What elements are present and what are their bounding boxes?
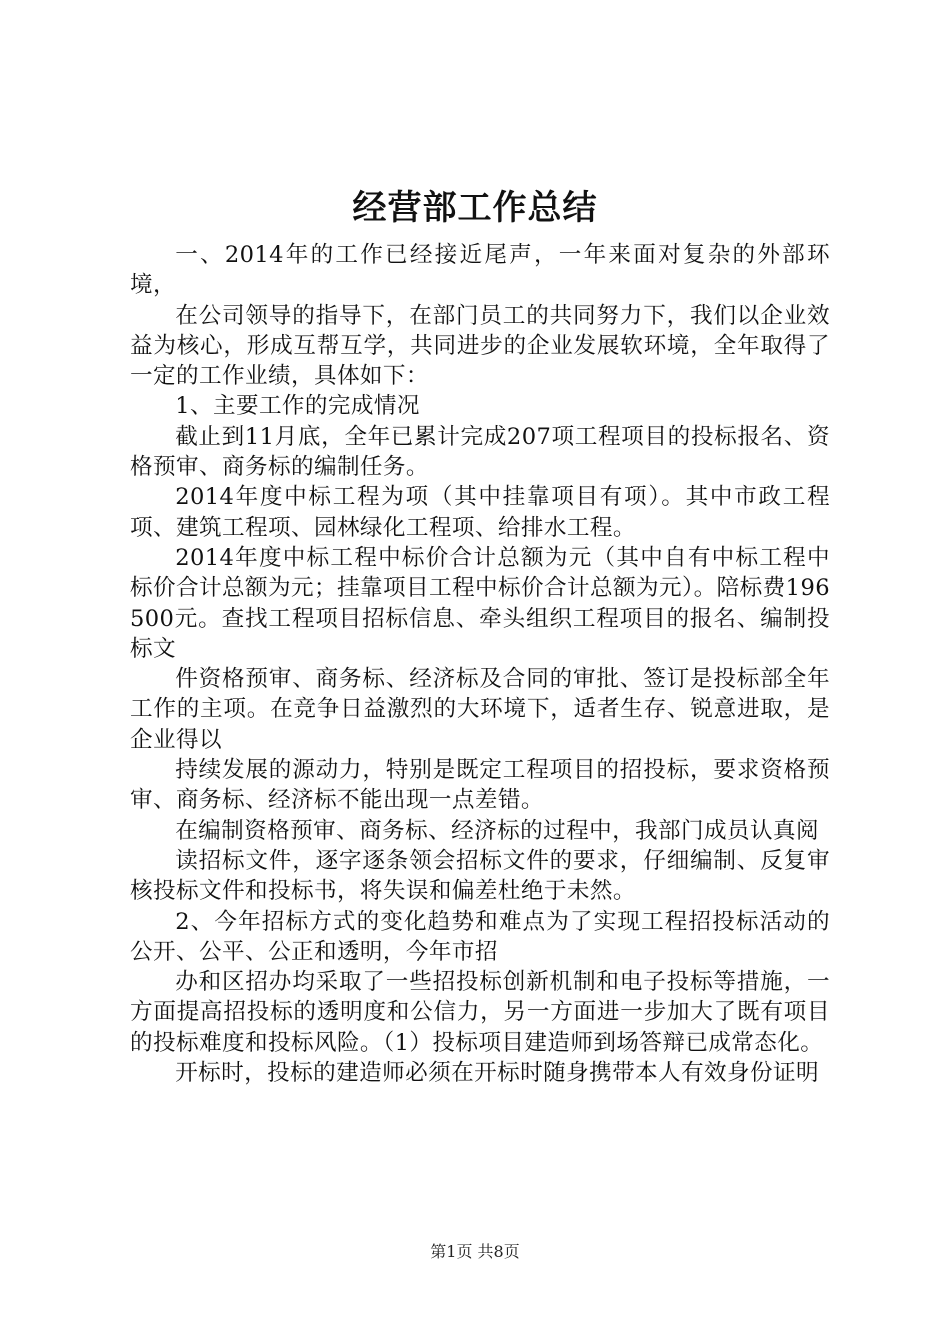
paragraph: 在公司领导的指导下，在部门员工的共同努力下，我们以企业效益为核心，形成互帮互学，共同进步的企业发展软环境，全年取得了一定的工作业绩，具体如下： (130, 302, 830, 390)
paragraph: 2014年度中标工程中标价合计总额为元（其中自有中标工程中标价合计总额为元；挂靠项目工程中标价合计总额为元）。陪标费196500元。查找工程项目招标信息、牵头组织工程项目的报名、编制投标文 (130, 544, 830, 662)
paragraph: 截止到11月底，全年已累计完成207项工程项目的投标报名、资格预审、商务标的编制任务。 (130, 423, 830, 481)
paragraph: 持续发展的源动力，特别是既定工程项目的招投标，要求资格预审、商务标、经济标不能出现一点差错。 (130, 757, 830, 814)
paragraph: 2、今年招标方式的变化趋势和难点为了实现工程招投标活动的公开、公平、公正和透明，今年市招 (130, 908, 830, 965)
paragraph: 开标时，投标的建造师必须在开标时随身携带本人有效身份证明 (175, 1060, 820, 1087)
document-body (130, 240, 830, 1088)
document-title: 经营部工作总结 (352, 188, 598, 228)
paragraph: 办和区招办均采取了一些招投标创新机制和电子投标等措施，一方面提高招投标的透明度和公信力，另一方面进一步加大了既有项目的投标难度和投标风险。（1）投标项目建造师到场答辩已成常态化。 (130, 969, 830, 1056)
paragraph: 2014年度中标工程为项（其中挂靠项目有项）。其中市政工程项、建筑工程项、园林绿化工程项、给排水工程。 (130, 484, 830, 541)
paragraph: 读招标文件，逐字逐条领会招标文件的要求，仔细编制、反复审核投标文件和投标书，将失误和偏差杜绝于未然。 (130, 847, 830, 905)
paragraph: 件资格预审、商务标、经济标及合同的审批、签订是投标部全年工作的主项。在竞争日益激烈的大环境下，适者生存、锐意进取，是企业得以 (130, 666, 830, 753)
paragraph: 一、2014年的工作已经接近尾声，一年来面对复杂的外部环境， (130, 242, 830, 299)
paragraph: 在编制资格预审、商务标、经济标的过程中，我部门成员认真阅 (175, 817, 820, 844)
paragraph: 1、主要工作的完成情况 (175, 393, 420, 420)
page-footer: 第1页 共8页 (430, 1242, 520, 1261)
